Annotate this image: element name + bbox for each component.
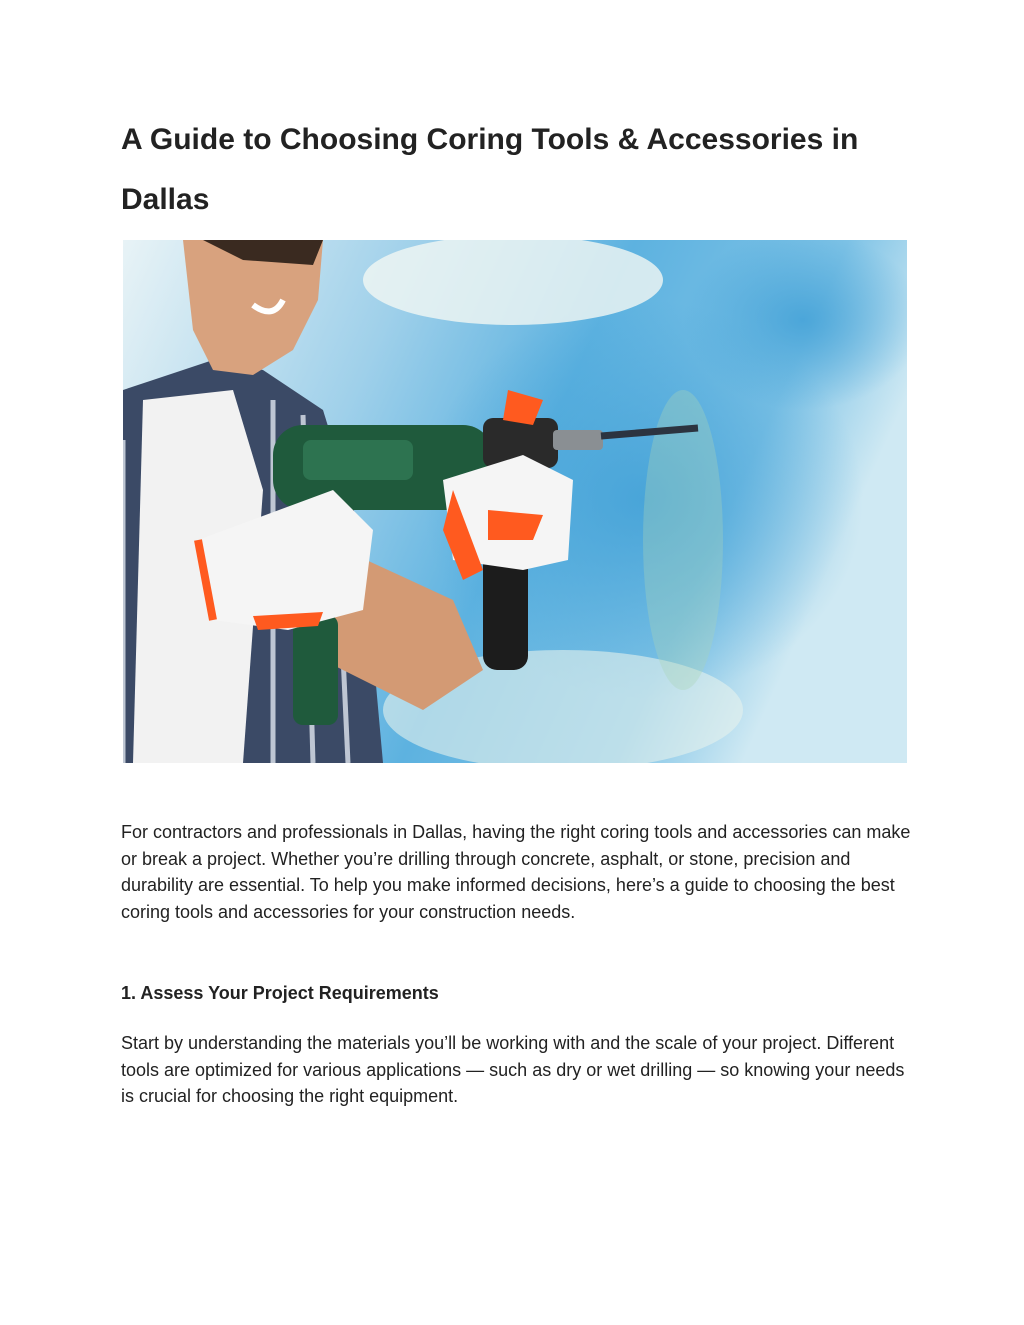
hero-image [123, 240, 907, 763]
section-body: Start by understanding the materials you’ll be working with and the scale of your project. Different tools are optimized for various applications — such as dry or wet drilling — so knowing your needs is crucial for choosing the right equipment. [121, 1033, 905, 1107]
section-heading: 1. Assess Your Project Requirements [121, 983, 439, 1003]
photo-man-drilling-wall-icon [123, 240, 907, 763]
page-title: A Guide to Choosing Coring Tools & Accessories in Dallas [121, 123, 859, 216]
intro-paragraph: For contractors and professionals in Dallas, having the right coring tools and accessories can make or break a project. Whether you’re drilling through concrete, asphalt, or stone, precision and durability are essential. To help you make informed decisions, here’s a guide to choosing the best coring tools and accessories for your construction needs. [121, 822, 911, 922]
